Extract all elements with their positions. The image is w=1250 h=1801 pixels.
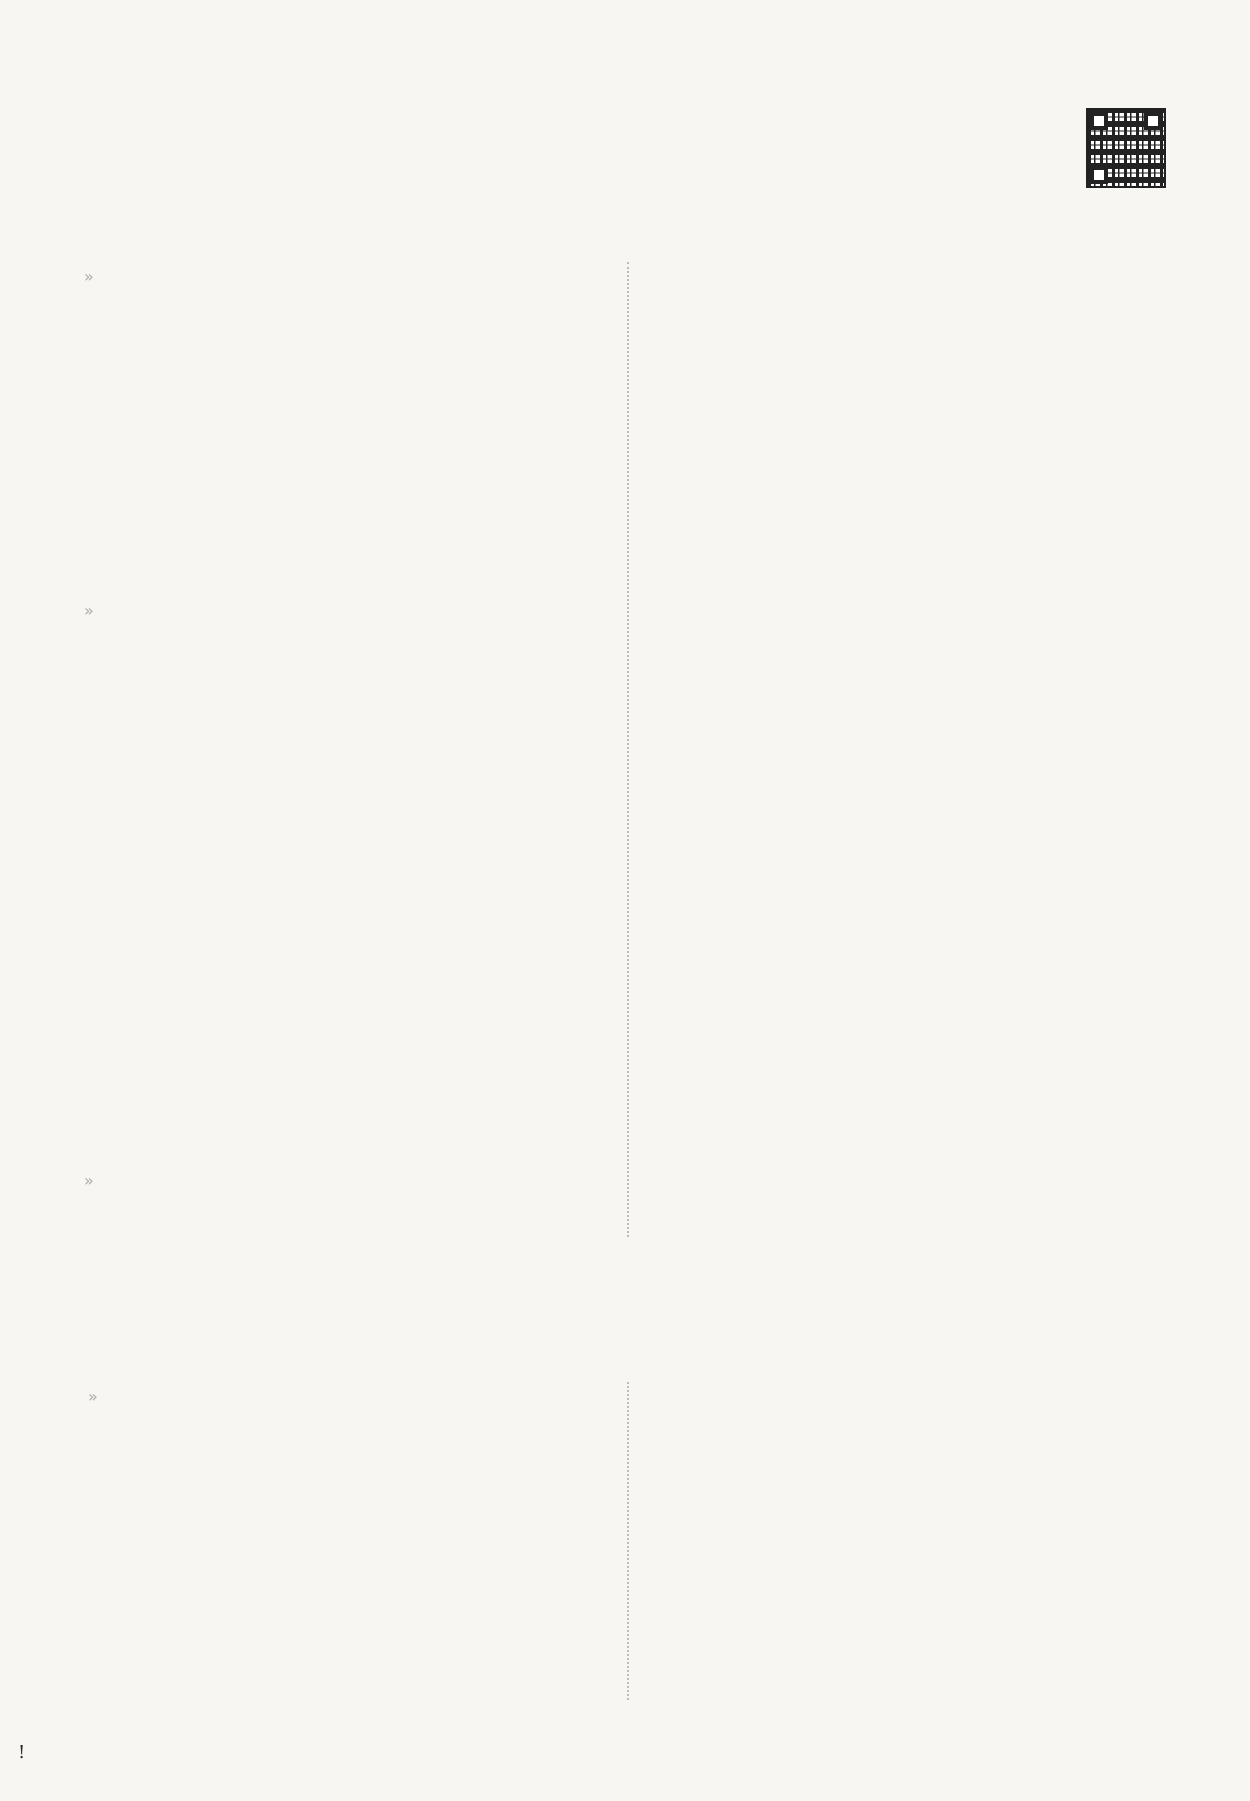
edge-mark: ! [18,1742,26,1763]
qr-code[interactable] [1086,108,1166,188]
unit2-words-heading: » [88,1387,98,1406]
unit1-words-heading: » [84,267,94,286]
unit1-sentences-heading: » [84,1171,94,1190]
column-divider-2 [627,1382,629,1700]
column-divider [627,262,629,1237]
unit1-phrases-heading: » [84,601,94,620]
sentence-item [82,1213,118,1241]
